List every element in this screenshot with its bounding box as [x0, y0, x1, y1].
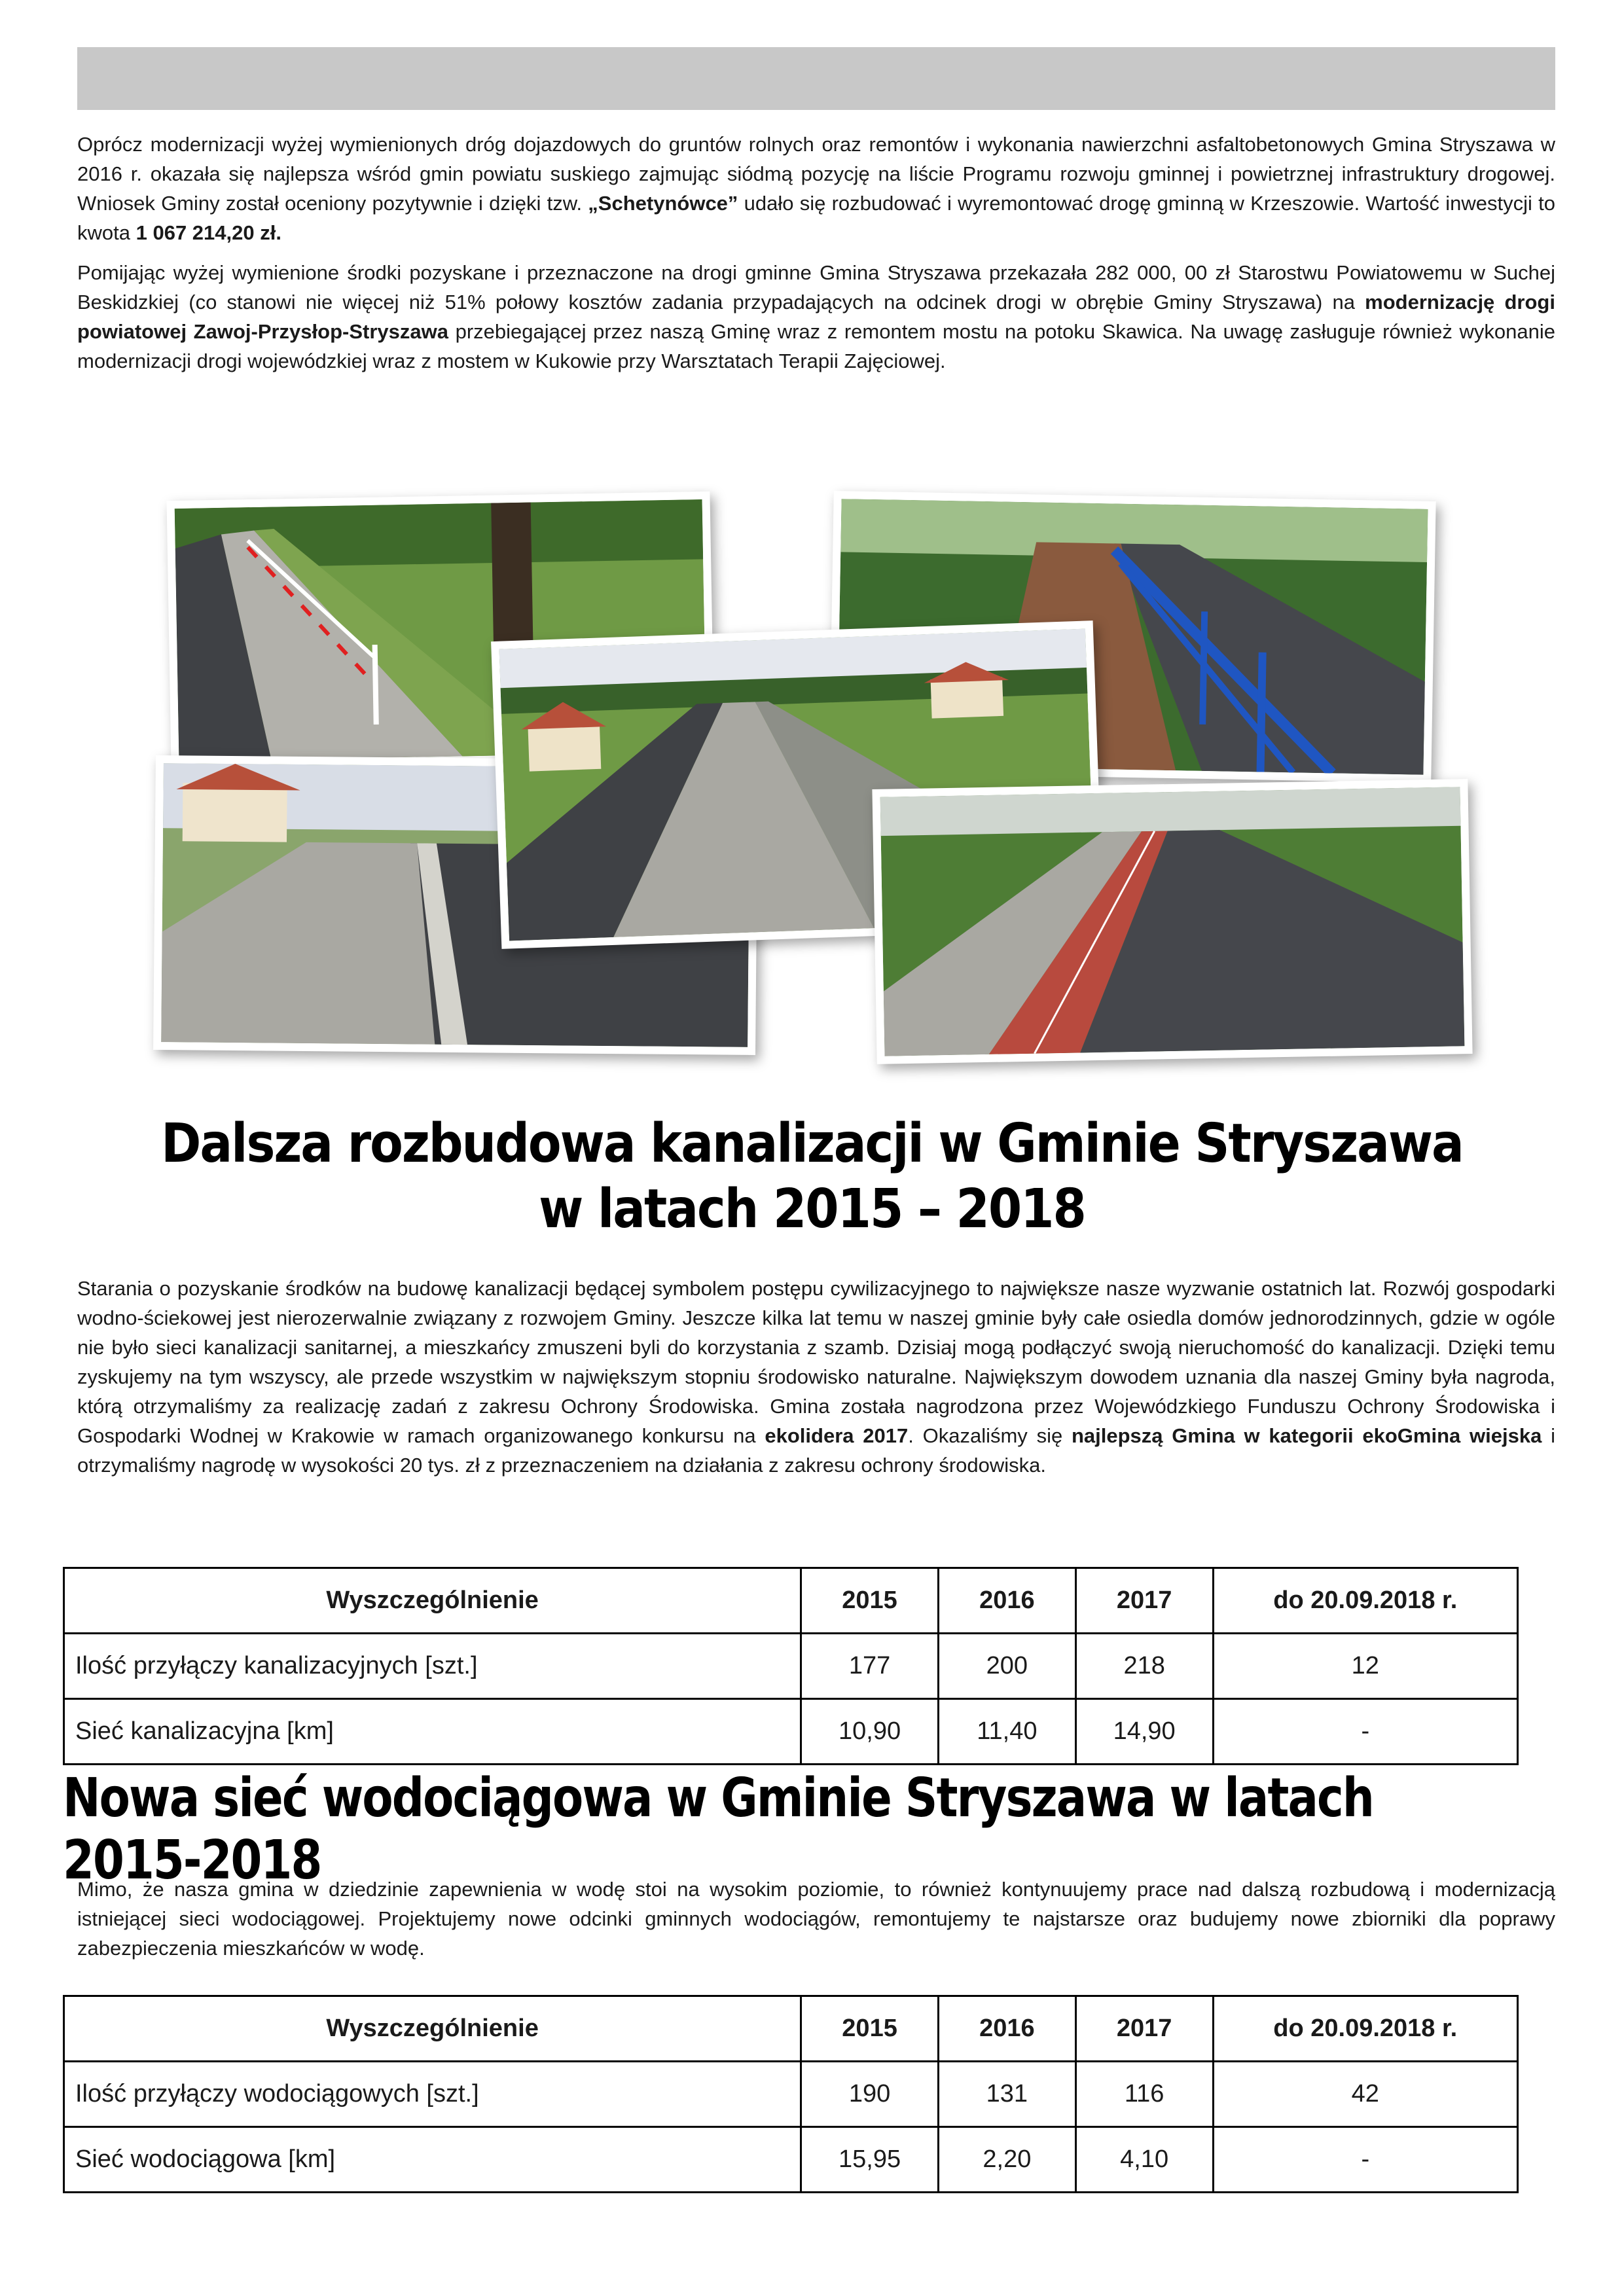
table-cell: 15,95	[801, 2127, 939, 2193]
table-header-cell: 2015	[801, 1568, 939, 1634]
table-cell: Sieć kanalizacyjna [km]	[64, 1699, 801, 1765]
table-cell: 116	[1075, 2062, 1213, 2127]
paragraph-sewage: Starania o pozyskanie środków na budowę kanalizacji będącej symbolem postępu cywilizacyjnego to największe nasze wyzwanie ostatnich lat. Rozwój gospodarki wodno-ściekowej jest nierozerwalnie związany z rozwojem Gminy. Jeszcze kilka lat temu w naszej gminie były całe osiedla domów jednorodzinnych, gdzie w ogóle nie było sieci kanalizacji sanitarnej, a mieszkańcy zmuszeni byli do korzystania z szamb. Dzisiaj mogą podłączyć swoją nieruchomość do kanalizacji. Dzięki temu zyskujemy na tym wszyscy, ale przede wszystkim w największym stopniu środowisko naturalne. Największym dowodem uznania dla naszej Gminy była nagroda, którą otrzymaliśmy za realizację zadań z zakresu Ochrony Środowiska. Gmina została nagrodzona przez Wojewódzkiego Funduszu Ochrony Środowiska i Gospodarki Wodnej w Krakowie w ramach organizowanego konkursu na ekolidera 2017. Okazaliśmy się najlepszą Gmina w kategorii ekoGmina wiejska i otrzymaliśmy nagrodę w wysokości 20 tys. zł z przeznaczeniem na działania z zakresu ochrony środowiska.	[77, 1277, 1555, 1477]
table-cell: 11,40	[938, 1699, 1075, 1765]
table-row	[64, 2062, 1518, 2127]
table-cell: 131	[938, 2062, 1075, 2127]
table-cell: 42	[1213, 2062, 1517, 2127]
section1-title-line2: w latach 2015 – 2018	[539, 1178, 1085, 1240]
paragraph-roads-2016: Oprócz modernizacji wyżej wymienionych dróg dojazdowych do gruntów rolnych oraz remontów i wykonania nawierzchni asfaltobetonowych Gmina Stryszawa w 2016 r. okazała się najlepsza wśród gmin powiatu suskiego zajmując siódmą pozycję na liście Programu rozwoju gminnej i powietrznej infrastruktury drogowej. Wniosek Gminy został oceniony pozytywnie i dzięki tzw. „Schetynówce” udało się rozbudować i wyremontować drogę gminną w Krzeszowie. Wartość inwestycji to kwota 1 067 214,20 zł.	[77, 133, 1555, 244]
paragraph-water: Mimo, że nasza gmina w dziedzinie zapewnienia w wodę stoi na wysokim poziomie, to również kontynuujemy prace nad dalszą rozbudową i modernizacją istniejącej sieci wodociągowej. Projektujemy nowe odcinki gminnych wodociągów, remontujemy te najstarsze oraz budujemy nowe zbiorniki dla poprawy zabezpieczenia mieszkańców w wodę.	[77, 1878, 1555, 1960]
section1-title-line1: Dalsza rozbudowa kanalizacji w Gminie Stryszawa	[161, 1113, 1463, 1175]
table-cell: 14,90	[1075, 1699, 1213, 1765]
table-row	[64, 1699, 1518, 1765]
table-header-cell: 2016	[938, 1996, 1075, 2062]
table-cell: -	[1213, 1699, 1517, 1765]
sewage-table	[63, 1567, 1519, 1765]
table-cell: 177	[801, 1634, 939, 1699]
table-cell: 12	[1213, 1634, 1517, 1699]
table-cell: Ilość przyłączy wodociągowych [szt.]	[64, 2062, 801, 2127]
table-cell: 200	[938, 1634, 1075, 1699]
paragraph-powiat-contribution: Pomijając wyżej wymienione środki pozyskane i przeznaczone na drogi gminne Gmina Stryszawa przekazała 282 000, 00 zł Starostwu Powiatowemu w Suchej Beskidzkiej (co stanowi nie więcej niż 51% połowy kosztów zadania przypadających na odcinek drogi w obrębie Gminy Stryszawa) na modernizację drogi powiatowej Zawoj-Przysłop-Stryszawa przebiegającej przez naszą Gminę wraz z remontem mostu na potoku Skawica. Na uwagę zasługuje również wykonanie modernizacji drogi wojewódzkiej wraz z mostem w Kukowie przy Warsztatach Terapii Zajęciowej.	[77, 261, 1555, 372]
table-header-cell: 2016	[938, 1568, 1075, 1634]
table-cell: 4,10	[1075, 2127, 1213, 2193]
table-row	[64, 2127, 1518, 2193]
table-header-cell: 2017	[1075, 1996, 1213, 2062]
table-header-cell: Wyszczególnienie	[64, 1996, 801, 2062]
header-bar	[77, 47, 1555, 110]
table-header-cell: 2015	[801, 1996, 939, 2062]
road-red-pavers-photo	[872, 779, 1472, 1064]
table-header-row	[64, 1996, 1518, 2062]
table-header-cell: do 20.09.2018 r.	[1213, 1996, 1517, 2062]
table-header-cell: Wyszczególnienie	[64, 1568, 801, 1634]
section2-title: Nowa sieć wodociągowa w Gminie Stryszawa w latach 2015-2018	[63, 1767, 1373, 1892]
table-cell: 218	[1075, 1634, 1213, 1699]
table-cell: -	[1213, 2127, 1517, 2193]
water-table	[63, 1995, 1519, 2193]
table-header-row	[64, 1568, 1518, 1634]
table-cell: 2,20	[938, 2127, 1075, 2193]
table-cell: 10,90	[801, 1699, 939, 1765]
table-cell: Sieć wodociągowa [km]	[64, 2127, 801, 2193]
table-cell: 190	[801, 2062, 939, 2127]
table-header-cell: 2017	[1075, 1568, 1213, 1634]
table-row	[64, 1634, 1518, 1699]
table-header-cell: do 20.09.2018 r.	[1213, 1568, 1517, 1634]
table-cell: Ilość przyłączy kanalizacyjnych [szt.]	[64, 1634, 801, 1699]
